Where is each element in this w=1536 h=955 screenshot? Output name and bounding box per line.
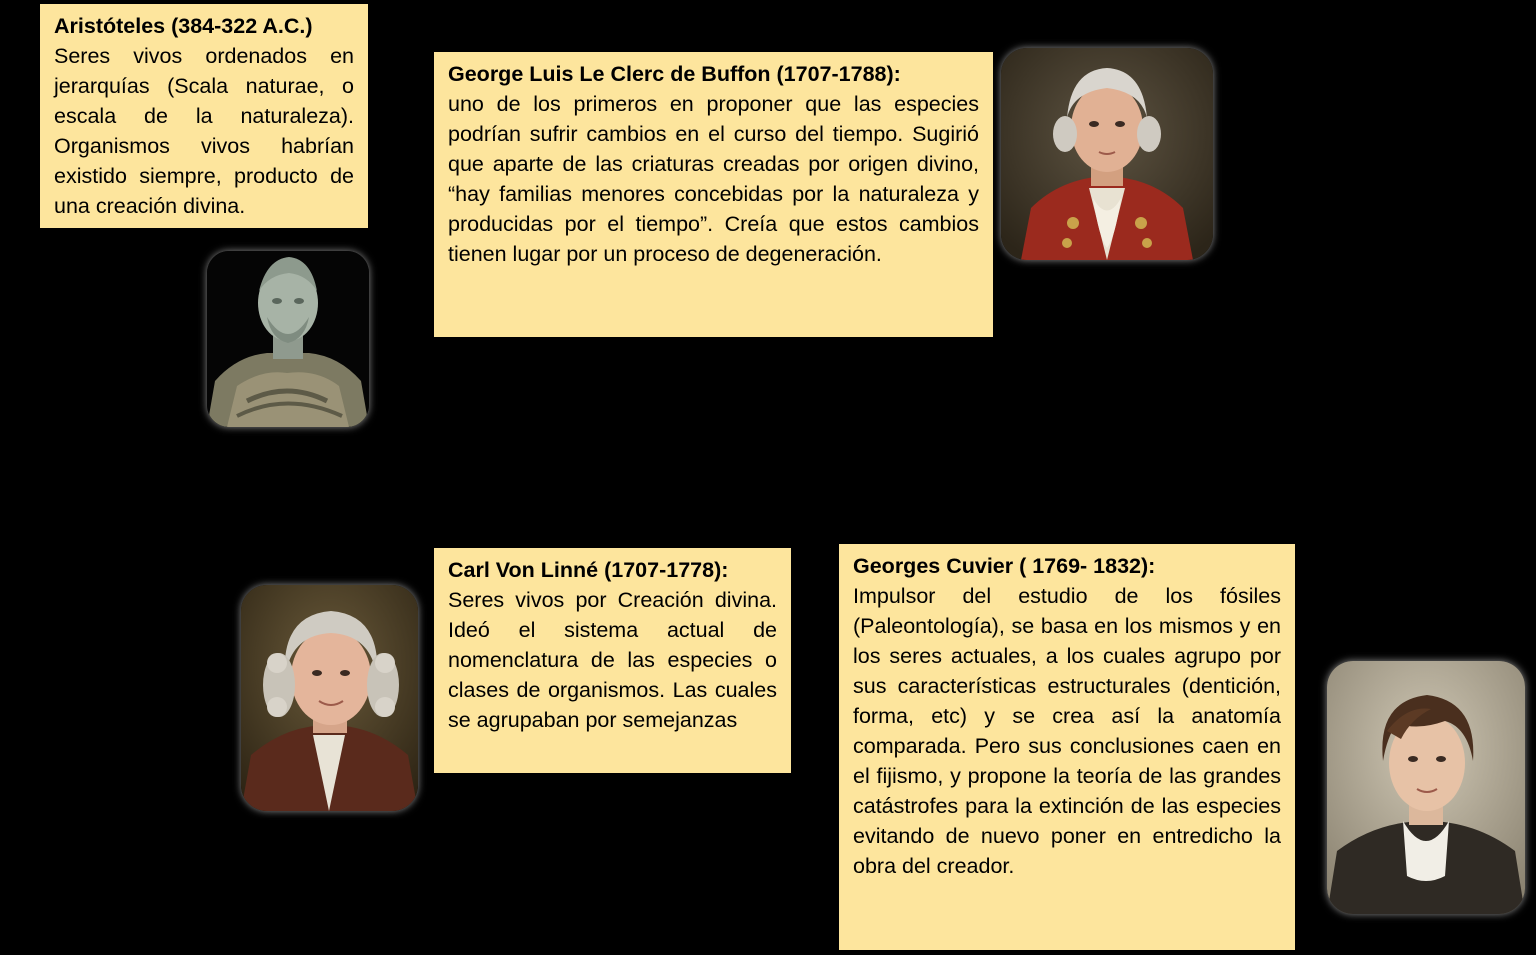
linne-card <box>434 548 791 773</box>
aristoteles-body: Seres vivos ordenados en jerarquías (Scala naturae, o escala de la naturaleza). Organismos vivos habrían existido siempre, producto de una creación divina. <box>54 44 354 218</box>
buffon-body: uno de los primeros en proponer que las especies podrían sufrir cambios en el curso del tiempo. Sugirió que aparte de las criaturas creadas por origen divino, “hay familias menores concebidas por la naturaleza y producidas por el tiempo”. Creía que estos cambios tienen lugar por un proceso de degeneración. <box>448 92 979 266</box>
cuvier-portrait-image <box>1327 661 1525 914</box>
aristoteles-card <box>40 4 368 228</box>
cuvier-body: Impulsor del estudio de los fósiles (Paleontología), se basa en los mismos y en los seres actuales, a los cuales agrupo por sus características estructurales (dentición, forma, etc) y se crea así la anatomía comparada. Pero sus conclusiones caen en el fijismo, y propone la teoría de las grandes catástrofes para la extinción de las especies evitando de nuevo poner en entredicho la obra del creador. <box>853 584 1281 878</box>
buffon-card <box>434 52 993 337</box>
buffon-title: George Luis Le Clerc de Buffon (1707-1788): <box>448 62 901 86</box>
aristoteles-title: Aristóteles (384-322 A.C.) <box>54 14 313 38</box>
aristoteles-bust-image <box>207 251 369 427</box>
linne-title: Carl Von Linné (1707-1778): <box>448 558 729 582</box>
linne-portrait-image <box>241 585 418 811</box>
cuvier-title: Georges Cuvier ( 1769- 1832): <box>853 554 1156 578</box>
cuvier-card <box>839 544 1295 950</box>
buffon-portrait-image <box>1001 48 1213 260</box>
linne-body: Seres vivos por Creación divina. Ideó el sistema actual de nomenclatura de las especies o clases de organismos. Las cuales se agrupaban por semejanzas <box>448 588 777 732</box>
